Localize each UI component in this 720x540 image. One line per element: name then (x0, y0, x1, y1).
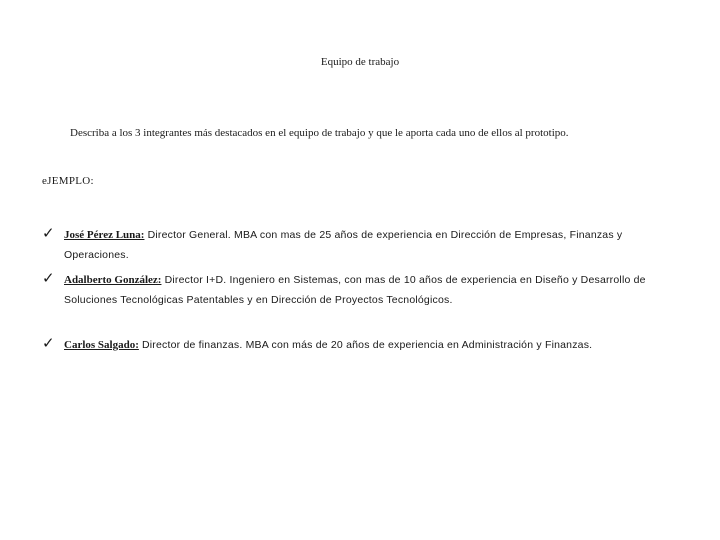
page-title: Equipo de trabajo (320, 56, 400, 68)
example-label: eJEMPLO: (42, 175, 94, 187)
member-name: Adalberto González: (64, 274, 162, 286)
team-member-item (42, 270, 690, 310)
team-member-item (42, 225, 690, 265)
member-description: Director I+D. Ingeniero en Sistemas, con mas de 10 años de experiencia en Diseño y Desarrollo de Soluciones Tecnológicas Patentables y en Dirección de Proyectos Tecnológicos. (64, 274, 646, 306)
member-description: Director General. MBA con mas de 25 años de experiencia en Dirección de Empresas, Finanzas y Operaciones. (64, 229, 623, 261)
instructions-text: Describa a los 3 integrantes más destacados en el equipo de trabajo y que le aporta cada uno de ellos al prototipo. (70, 127, 569, 139)
checkmark-icon: ✓ (42, 334, 55, 352)
member-description: Director de finanzas. MBA con más de 20 años de experiencia en Administración y Finanzas. (138, 339, 593, 351)
checkmark-icon: ✓ (42, 224, 55, 242)
checkmark-icon: ✓ (42, 269, 55, 287)
team-member-item (42, 335, 690, 355)
member-name: Carlos Salgado: (64, 339, 139, 351)
member-name: José Pérez Luna: (64, 229, 145, 241)
